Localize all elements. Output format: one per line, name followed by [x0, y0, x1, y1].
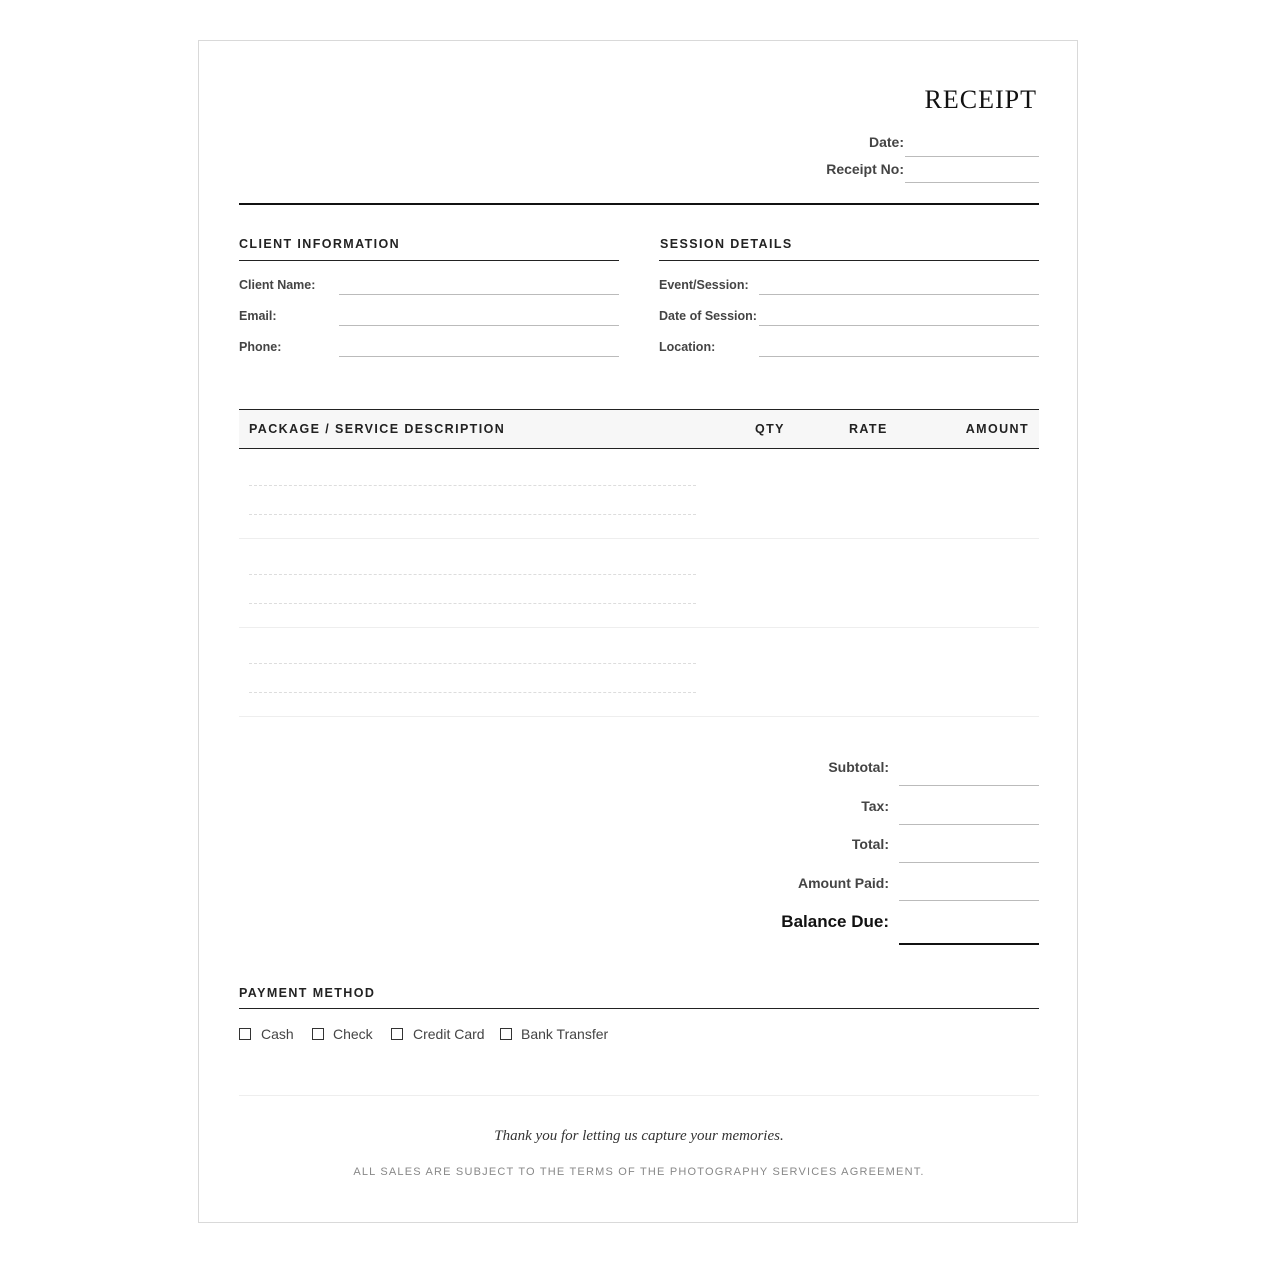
receipt-no-label: Receipt No: [826, 161, 904, 177]
row-1-separator [239, 538, 1039, 539]
bank-transfer-checkbox[interactable] [500, 1028, 512, 1040]
row-3-description-line-1[interactable] [249, 663, 696, 664]
session-details-heading: SESSION DETAILS [660, 237, 793, 251]
payment-method-rule [239, 1008, 1039, 1009]
amount-paid-label: Amount Paid: [798, 875, 889, 891]
row-1-description-line-1[interactable] [249, 485, 696, 486]
row-2-separator [239, 627, 1039, 628]
terms-note: ALL SALES ARE SUBJECT TO THE TERMS OF THE PHOTOGRAPHY SERVICES AGREEMENT. [353, 1166, 925, 1178]
col-amount-header: AMOUNT [965, 422, 1029, 436]
payment-method-heading: PAYMENT METHOD [239, 986, 376, 1000]
phone-field[interactable] [339, 355, 619, 357]
receipt-title: RECEIPT [924, 85, 1037, 114]
balance-due-label: Balance Due: [781, 912, 889, 931]
subtotal-label: Subtotal: [828, 759, 889, 775]
date-label: Date: [868, 134, 904, 150]
date-field[interactable] [905, 155, 1039, 157]
row-1-description-line-2[interactable] [249, 514, 696, 515]
client-info-heading: CLIENT INFORMATION [239, 237, 401, 251]
email-field[interactable] [339, 324, 619, 326]
check-checkbox[interactable] [312, 1028, 324, 1040]
col-rate-header: RATE [849, 422, 888, 436]
event-session-label: Event/Session: [659, 278, 749, 292]
row-3-separator [239, 716, 1039, 717]
email-label: Email: [239, 309, 277, 323]
bank-transfer-label: Bank Transfer [521, 1026, 609, 1042]
client-name-field[interactable] [339, 293, 619, 295]
location-field[interactable] [759, 355, 1039, 357]
receipt-no-field[interactable] [905, 181, 1039, 183]
col-qty-header: QTY [755, 422, 785, 436]
total-label: Total: [851, 836, 889, 852]
client-name-label: Client Name: [239, 278, 316, 292]
session-details-rule [659, 260, 1039, 261]
footer-divider [239, 1095, 1039, 1096]
cash-label: Cash [261, 1026, 294, 1042]
items-table-header [239, 409, 1039, 449]
row-2-description-line-2[interactable] [249, 603, 696, 604]
thank-you-note: Thank you for letting us capture your memories. [494, 1128, 784, 1144]
tax-label: Tax: [861, 798, 889, 814]
phone-label: Phone: [239, 340, 282, 354]
client-info-rule [239, 260, 619, 261]
col-description-header: PACKAGE / SERVICE DESCRIPTION [249, 422, 506, 436]
header-divider [239, 203, 1039, 205]
balance-due-field[interactable] [899, 941, 1039, 945]
credit-card-checkbox[interactable] [391, 1028, 403, 1040]
check-label: Check [333, 1026, 373, 1042]
subtotal-field[interactable] [899, 784, 1039, 786]
credit-card-label: Credit Card [413, 1026, 485, 1042]
tax-field[interactable] [899, 823, 1039, 825]
row-2-description-line-1[interactable] [249, 574, 696, 575]
amount-paid-field[interactable] [899, 899, 1039, 901]
row-3-description-line-2[interactable] [249, 692, 696, 693]
cash-checkbox[interactable] [239, 1028, 251, 1040]
location-label: Location: [659, 340, 716, 354]
date-of-session-field[interactable] [759, 324, 1039, 326]
total-field[interactable] [899, 861, 1039, 863]
event-session-field[interactable] [759, 293, 1039, 295]
receipt-page [198, 40, 1078, 1223]
date-of-session-label: Date of Session: [659, 309, 757, 323]
